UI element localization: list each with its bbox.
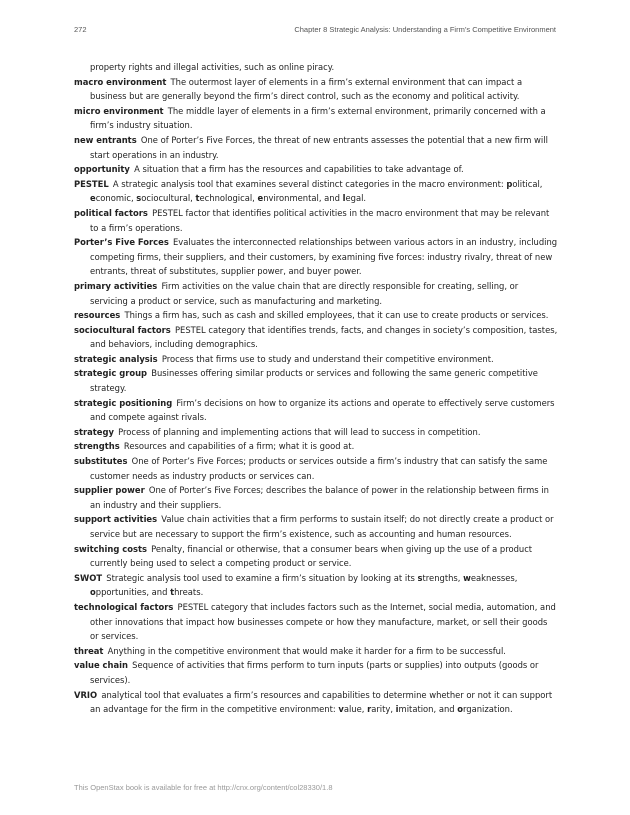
glossary-term: primary activities	[74, 280, 158, 291]
glossary-entry	[74, 425, 558, 440]
glossary-entry	[74, 206, 558, 235]
glossary-entry	[74, 439, 558, 454]
glossary-term: strategic group	[74, 368, 148, 379]
glossary-definition: Penalty, financial or otherwise, that a consumer bears when giving up the use of a product currently being used to select a competing product or service.	[90, 543, 533, 569]
glossary-definition: PESTEL category that identifies trends, facts, and changes in society’s composition, tastes, and behaviors, including demographics.	[90, 324, 558, 350]
glossary-entry	[74, 512, 558, 541]
glossary-definition: Process of planning and implementing actions that will lead to success in competition.	[118, 426, 481, 437]
glossary-definition: A situation that a firm has the resources and capabilities to take advantage of.	[134, 164, 464, 175]
glossary-entry	[74, 658, 558, 687]
glossary-term: Porter’s Five Forces	[74, 237, 169, 248]
glossary-list	[74, 60, 558, 717]
glossary-definition: PESTEL factor that identifies political activities in the macro environment that may be relevant to a firm’s operations.	[90, 207, 550, 233]
glossary-continuation: property rights and illegal activities, such as online piracy.	[90, 62, 335, 72]
glossary-term: opportunity	[74, 164, 130, 175]
glossary-definition: Resources and capabilities of a firm; what it is good at.	[123, 441, 355, 452]
glossary-definition: The outermost layer of elements in a firm’s external environment that can impact a business but are generally beyond the firm’s direct control, such as the economy and political activity.	[90, 76, 523, 102]
glossary-term: strategy	[74, 426, 114, 437]
glossary-term: technological factors	[74, 601, 174, 612]
glossary-term: threat	[74, 645, 104, 656]
glossary-term: macro environment	[74, 76, 167, 87]
glossary-entry	[74, 688, 558, 717]
glossary-entry	[74, 75, 558, 104]
glossary-entry	[74, 308, 558, 323]
glossary-term: strategic analysis	[74, 353, 158, 364]
glossary-entry	[74, 352, 558, 367]
glossary-term: VRIO	[74, 689, 98, 700]
glossary-definition: Firm activities on the value chain that are directly responsible for creating, selling, or servicing a product or service, such as manufacturing and marketing.	[90, 280, 519, 306]
glossary-term: SWOT	[74, 572, 103, 583]
glossary-term: political factors	[74, 207, 148, 218]
glossary-entries	[74, 75, 558, 717]
glossary-entry	[74, 177, 558, 206]
glossary-definition: PESTEL category that includes factors such as the Internet, social media, automation, and other innovations that impact how businesses compete or how they manufacture, market, or sell their goods or services.	[90, 601, 556, 642]
glossary-definition: Strategic analysis tool used to examine a firm’s situation by looking at its strengths, weaknesses, opportunities, and threats.	[90, 572, 518, 598]
glossary-definition: Businesses offering similar products or services and following the same generic competitive strategy.	[90, 368, 538, 394]
glossary-definition: A strategic analysis tool that examines several distinct categories in the macro environment: political, economic, sociocultural, technological, environmental, and legal.	[90, 178, 543, 204]
glossary-term: support activities	[74, 514, 158, 525]
glossary-definition: The middle layer of elements in a firm’s external environment, primarily concerned with a firm’s industry situation.	[90, 105, 546, 131]
glossary-definition: Firm’s decisions on how to organize its actions and operate to effectively serve customers and compete against rivals.	[90, 397, 555, 423]
glossary-definition: One of Porter’s Five Forces; products or services outside a firm’s industry that can satisfy the same customer needs as industry products or services can.	[90, 456, 548, 481]
glossary-definition: analytical tool that evaluates a firm’s resources and capabilities to determine whether or not it can support an advantage for the firm in the competitive environment: value, rarity, imitation, and organization.	[90, 689, 553, 715]
glossary-entry	[74, 644, 558, 659]
glossary-entry	[74, 396, 558, 425]
glossary-term: substitutes	[74, 456, 128, 467]
glossary-entry	[74, 366, 558, 395]
glossary-entry	[74, 162, 558, 177]
glossary-term: PESTEL	[74, 178, 109, 189]
glossary-definition: Sequence of activities that firms perform to turn inputs (parts or supplies) into outputs (goods or services).	[90, 660, 539, 685]
glossary-term: resources	[74, 310, 121, 321]
glossary-entry	[74, 483, 558, 512]
glossary-entry	[74, 571, 558, 600]
glossary-entry	[74, 279, 558, 308]
glossary-definition: Value chain activities that a firm performs to sustain itself; do not directly create a product or service but are necessary to support the firm’s existence, such as accounting and human resources.	[90, 514, 554, 539]
glossary-definition: Things a firm has, such as cash and skilled employees, that it can use to create products or services.	[124, 310, 549, 321]
glossary-entry	[74, 133, 558, 162]
glossary-definition: Process that firms use to study and understand their competitive environment.	[161, 353, 494, 364]
chapter-title: Chapter 8 Strategic Analysis: Understanding a Firm’s Competitive Environment	[294, 25, 556, 34]
glossary-entry	[74, 542, 558, 571]
glossary-term: value chain	[74, 660, 128, 671]
glossary-definition: One of Porter’s Five Forces, the threat of new entrants assesses the potential that a new firm will start operations in an industry.	[90, 134, 548, 160]
glossary-definition: Evaluates the interconnected relationships between various actors in an industry, including competing firms, their suppliers, and their customers, by examining five forces: industry rivalry, threat of new entrants, threat of substitutes, supplier power, and buyer power.	[90, 237, 558, 277]
glossary-term: supplier power	[74, 485, 145, 496]
glossary-entry	[74, 454, 558, 483]
glossary-definition: One of Porter’s Five Forces; describes the balance of power in the relationship between firms in an industry and their suppliers.	[90, 485, 549, 510]
glossary-entry	[74, 323, 558, 352]
glossary-term: sociocultural factors	[74, 324, 171, 335]
page-number: 272	[74, 25, 87, 34]
glossary-term: new entrants	[74, 134, 137, 145]
glossary-term: strengths	[74, 441, 120, 452]
glossary-entry	[74, 235, 558, 279]
glossary-term: micro environment	[74, 105, 164, 116]
glossary-entry	[74, 600, 558, 644]
glossary-term: strategic positioning	[74, 397, 173, 408]
glossary-term: switching costs	[74, 543, 147, 554]
glossary-entry	[74, 104, 558, 133]
glossary-definition: Anything in the competitive environment that would make it harder for a firm to be successful.	[107, 645, 506, 656]
footer-note: This OpenStax book is available for free at http://cnx.org/content/col28330/1.8	[74, 783, 333, 792]
